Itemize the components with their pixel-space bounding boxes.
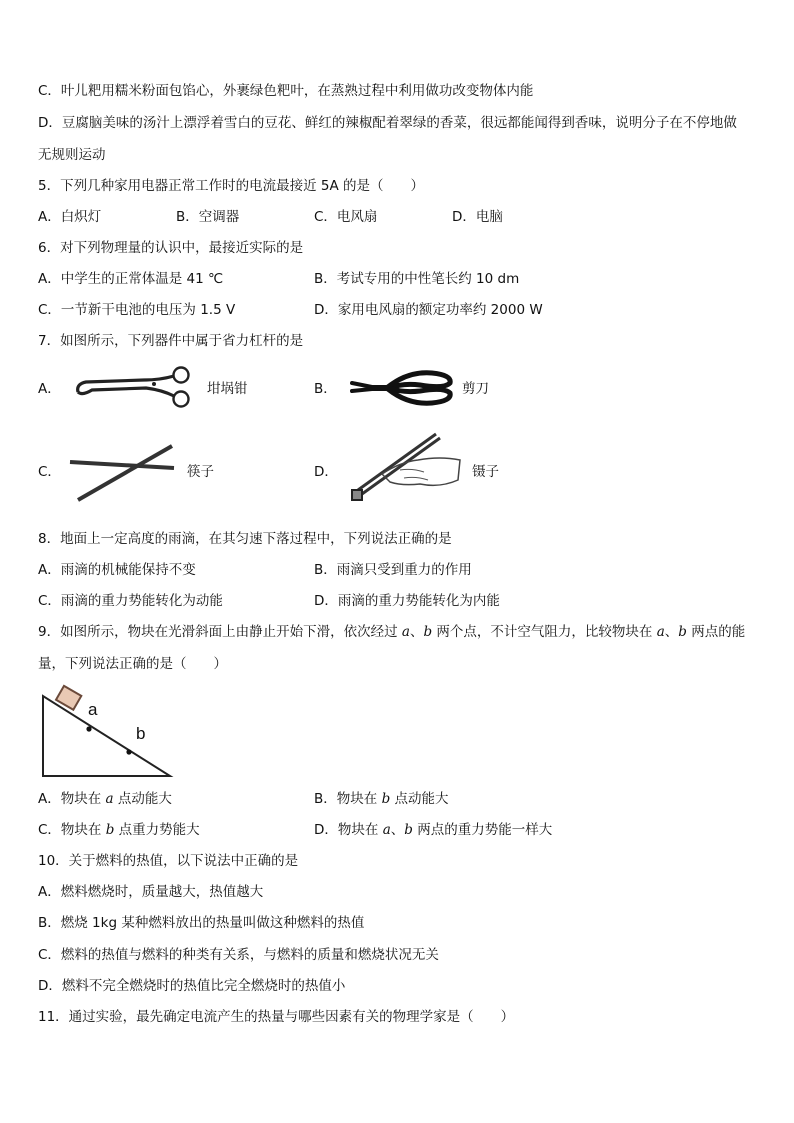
q6-option-d: D．家用电风扇的额定功率约 2000 W xyxy=(314,302,543,318)
crucible-tongs-figure xyxy=(74,366,200,414)
q8-option-d: D．雨滴的重力势能转化为内能 xyxy=(314,593,500,609)
incline-point-b-label: b xyxy=(136,724,146,743)
q7-label-a: 坩埚钳 xyxy=(207,381,248,397)
q6-option-a: A．中学生的正常体温是 41 ℃ xyxy=(38,271,224,287)
q6-option-b: B．考试专用的中性笔长约 10 dm xyxy=(314,271,520,287)
q10-option-c: C．燃料的热值与燃料的种类有关系，与燃料的质量和燃烧状况无关 xyxy=(38,947,439,963)
q7-letter-a: A． xyxy=(38,381,61,397)
q10-stem: 10．关于燃料的热值，以下说法中正确的是 xyxy=(38,853,299,869)
q8-stem: 8．地面上一定高度的雨滴，在其匀速下落过程中，下列说法正确的是 xyxy=(38,531,452,547)
q8-option-a: A．雨滴的机械能保持不变 xyxy=(38,562,196,578)
q4-option-c: C．叶儿粑用糯米粉面包馅心，外裹绿色粑叶，在蒸熟过程中利用做功改变物体内能 xyxy=(38,83,534,99)
q8-option-c: C．雨滴的重力势能转化为动能 xyxy=(38,593,223,609)
q6-stem: 6．对下列物理量的认识中，最接近实际的是 xyxy=(38,240,304,256)
q6-option-c: C．一节新干电池的电压为 1.5 V xyxy=(38,302,236,318)
q5-option-d: D．电脑 xyxy=(452,209,503,225)
q9-stem-line2: 量，下列说法正确的是（ ） xyxy=(38,656,227,672)
q5-option-b: B．空调器 xyxy=(176,209,240,225)
q7-letter-d: D． xyxy=(314,464,338,480)
q10-option-b: B．燃烧 1kg 某种燃料放出的热量叫做这种燃料的热值 xyxy=(38,915,365,931)
chopsticks-figure xyxy=(68,444,180,506)
q9-option-c: C．物块在 b 点重力势能大 xyxy=(38,822,200,838)
q8-option-b: B．雨滴只受到重力的作用 xyxy=(314,562,472,578)
q7-letter-b: B． xyxy=(314,381,337,397)
q7-stem: 7．如图所示，下列器件中属于省力杠杆的是 xyxy=(38,333,304,349)
q5-option-a: A．白炽灯 xyxy=(38,209,102,225)
q7-label-d: 镊子 xyxy=(472,464,499,480)
q10-option-d: D．燃料不完全燃烧时的热值比完全燃烧时的热值小 xyxy=(38,978,346,994)
q9-option-d: D．物块在 a、b 两点的重力势能一样大 xyxy=(314,822,553,838)
incline-figure xyxy=(40,686,180,786)
q7-label-b: 剪刀 xyxy=(462,381,489,397)
q9-stem-line1: 9．如图所示，物块在光滑斜面上由静止开始下滑，依次经过 a、b 两个点，不计空气阻力，比较物块在 a、b 两点的能 xyxy=(38,624,746,640)
q9-option-b: B．物块在 b 点动能大 xyxy=(314,791,449,807)
q10-option-a: A．燃料燃烧时，质量越大，热值越大 xyxy=(38,884,264,900)
scissors-figure xyxy=(350,369,454,411)
q7-label-c: 筷子 xyxy=(187,464,214,480)
q7-letter-c: C． xyxy=(38,464,61,480)
tweezers-figure xyxy=(340,430,468,518)
q4-option-d-line2: 无规则运动 xyxy=(38,147,106,163)
q4-option-d-line1: D．豆腐脑美味的汤汁上漂浮着雪白的豆花、鲜红的辣椒配着翠绿的香菜，很远都能闻得到香味，说明分子在不停地做 xyxy=(38,115,737,131)
q9-option-a: A．物块在 a 点动能大 xyxy=(38,791,172,807)
q5-option-c: C．电风扇 xyxy=(314,209,378,225)
q5-stem: 5．下列几种家用电器正常工作时的电流最接近 5A 的是（ ） xyxy=(38,178,424,194)
incline-point-a-label: a xyxy=(88,700,98,719)
q11-stem: 11．通过实验，最先确定电流产生的热量与哪些因素有关的物理学家是（ ） xyxy=(38,1009,515,1025)
